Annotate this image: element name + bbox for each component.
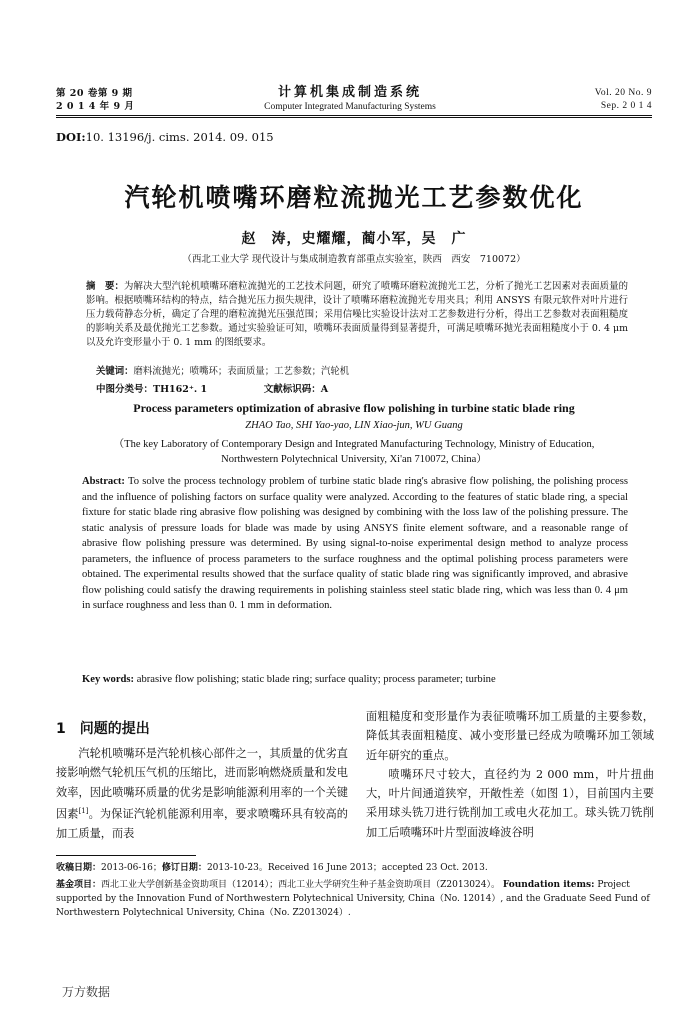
header-issue: [56, 87, 134, 113]
fund-en-label: Foundation items:: [502, 880, 595, 890]
abstract-cn-text: 为解决大型汽轮机喷嘴环磨粒流抛光的工艺技术问题，研究了喷嘴环磨粒流抛光工艺，分析了抛光工艺因素对表面质量的影响。根据喷嘴环结构的特点，结合抛光压力损失规律，设计了喷嘴环磨粒流抛光专用夹具；利用 ANSYS 有限元软件对叶片进行压力载荷静态分析，确定了合理的磨粒流抛光压强范围；采用信噪比实验设计法对工艺参数进行分析，得出工艺参数对表面粗糙度的影响关系及最优抛光工艺参数。通过实验验证可知，喷嘴环表面质量得到显著提升，可满足喷嘴环抛光表面粗糙度小于 0. 4 μm 以及允许变形量小于 0. 1 mm 的图纸要求。: [86, 281, 628, 348]
section1-right-paragraph1: 面粗糙度和变形量作为表征喷嘴环加工质量的主要参数，降低其表面粗糙度、减小变形量已经成为喷嘴环加工领域近年研究的重点。: [366, 710, 654, 762]
affiliation-en-line2: Northwestern Polytechnical University, Xi'an 710072, China）: [221, 454, 487, 465]
abstract-cn-label: 摘 要：: [86, 281, 125, 292]
header-rule-bottom: [56, 117, 652, 118]
doi: DOI:10. 13196/j. cims. 2014. 09. 015: [56, 130, 274, 144]
revised-label: 修订日期：: [161, 863, 207, 873]
fund-en: Project supported by the Innovation Fund of Northwestern Polytechnical University, China（No. 12014）, and the Graduate Seed Fund of Northwestern Polytechnical University, China（No. Z2013024）.: [56, 880, 650, 918]
fund-label: 基金项目：: [56, 880, 102, 890]
watermark: 万方数据: [62, 985, 111, 999]
revised-value: 2013-10-23。Received 16 June 2013；accepted 23 Oct. 2013.: [206, 863, 488, 873]
abstract-en: [82, 474, 628, 614]
header-volume-line2: Sep. 2 0 1 4: [600, 101, 652, 111]
cls-label: 中图分类号：: [96, 384, 154, 395]
citation-ref: [1]: [78, 806, 89, 815]
header-volume: [595, 87, 652, 113]
classification-cn: [96, 381, 328, 395]
keywords-cn-text: 磨料流抛光；喷嘴环；表面质量；工艺参数；汽轮机: [133, 366, 350, 377]
received-label: 收稿日期：: [56, 863, 102, 873]
header-rule-top: [56, 115, 652, 116]
header-journal: [180, 85, 520, 114]
doc-code-value: A: [320, 384, 329, 395]
affiliation-en: [56, 437, 652, 467]
affiliation-cn: （西北工业大学 现代设计与集成制造教育部重点实验室，陕西 西安 710072）: [182, 254, 526, 265]
section1-left-text: 汽轮机喷嘴环是汽轮机核心部件之一，其质量的优劣直接影响燃气轮机压气机的压缩比，进而影响燃烧质量和发电效率，因此喷嘴环质量的优劣是影响能源利用率的一个关键因素: [56, 747, 348, 821]
cls-value: TH162⁺. 1: [153, 384, 208, 395]
footnote-funding: [56, 878, 654, 920]
doi-value: 10. 13196/j. cims. 2014. 09. 015: [85, 130, 274, 144]
header-volume-line1: Vol. 20 No. 9: [594, 88, 652, 98]
keywords-en-text: abrasive flow polishing; static blade ring; surface quality; process parameter; turbine: [136, 674, 496, 685]
section1-left-tail: 。为保证汽轮机能源利用率，要求喷嘴环具有较高的加工质量，而表: [56, 807, 348, 840]
keywords-cn-label: 关键词：: [96, 366, 134, 377]
footnote-dates: [56, 861, 654, 875]
header-issue-line1: 第 20 卷第 9 期: [56, 88, 133, 99]
abstract-en-label: Abstract:: [82, 476, 125, 487]
received-value: 2013-06-16；: [101, 863, 162, 873]
abstract-en-text: To solve the process technology problem of turbine static blade ring's abrasive flow polishing, the polishing process and the influence of polishing factors on surface quality were analyzed. According to the features of static blade ring, a special fixture for static blade ring abrasive flow polishing was designed by combining with the loss law of the polishing pressure. The static analysis of pressure loads for blade was made by using ANSYS finite element software, and a reasonable range of abrasive flow polishing pressure was determined. By using signal-to-noise experimental design method to analyze process parameters, the influence of process parameters to the surface roughness and the optimal polishing process parameters were obtained. The experimental results showed that the surface quality of static blade ring was significantly improved, and abrasive flow polishing could satisfy the drawing requirements in polishing stainless steel static blade ring, which was less than 0. 4 μm in surface roughness and less than 0. 1 mm in deformation.: [82, 476, 628, 611]
affiliation-en-line1: （The key Laboratory of Contemporary Design and Integrated Manufacturing Technology, Ministry of Education,: [113, 439, 595, 450]
footnote-rule: [56, 855, 196, 856]
journal-name-en: Computer Integrated Manufacturing Systems: [264, 102, 436, 112]
abstract-cn: [86, 280, 628, 350]
doc-code-label: 文献标识码：: [263, 384, 321, 395]
paper-title-en: Process parameters optimization of abrasive flow polishing in turbine static blade ring: [133, 401, 575, 415]
fund-cn: 西北工业大学创新基金资助项目（12014）；西北工业大学研究生种子基金资助项目（Z2013024）。: [101, 880, 500, 890]
keywords-en: [82, 672, 628, 688]
section1-left-paragraph: [56, 744, 348, 843]
authors-en: ZHAO Tao, SHI Yao-yao, LIN Xiao-jun, WU Guang: [245, 420, 463, 431]
section1-right-column: [366, 707, 654, 842]
section-heading: 1 问题的提出: [56, 721, 150, 737]
authors-cn: 赵 涛，史耀耀，蔺小军，吴 广: [241, 231, 467, 247]
section1-right-paragraph2: 喷嘴环尺寸较大，直径约为 2 000 mm，叶片扭曲大，叶片间通道狭窄，开敞性差（如图 1），目前国内主要采用球头铣刀进行铣削加工或电火花加工。球头铣刀铣削加工后喷嘴环叶片型面波峰波谷明: [366, 767, 654, 839]
keywords-en-label: Key words:: [82, 674, 135, 685]
header-issue-line2: 2 0 1 4 年 9 月: [56, 101, 135, 112]
keywords-cn: [96, 365, 349, 379]
doi-label: DOI: [56, 130, 82, 144]
paper-title-cn: 汽轮机喷嘴环磨粒流抛光工艺参数优化: [124, 183, 584, 212]
journal-name-cn: 计算机集成制造系统: [277, 85, 422, 100]
